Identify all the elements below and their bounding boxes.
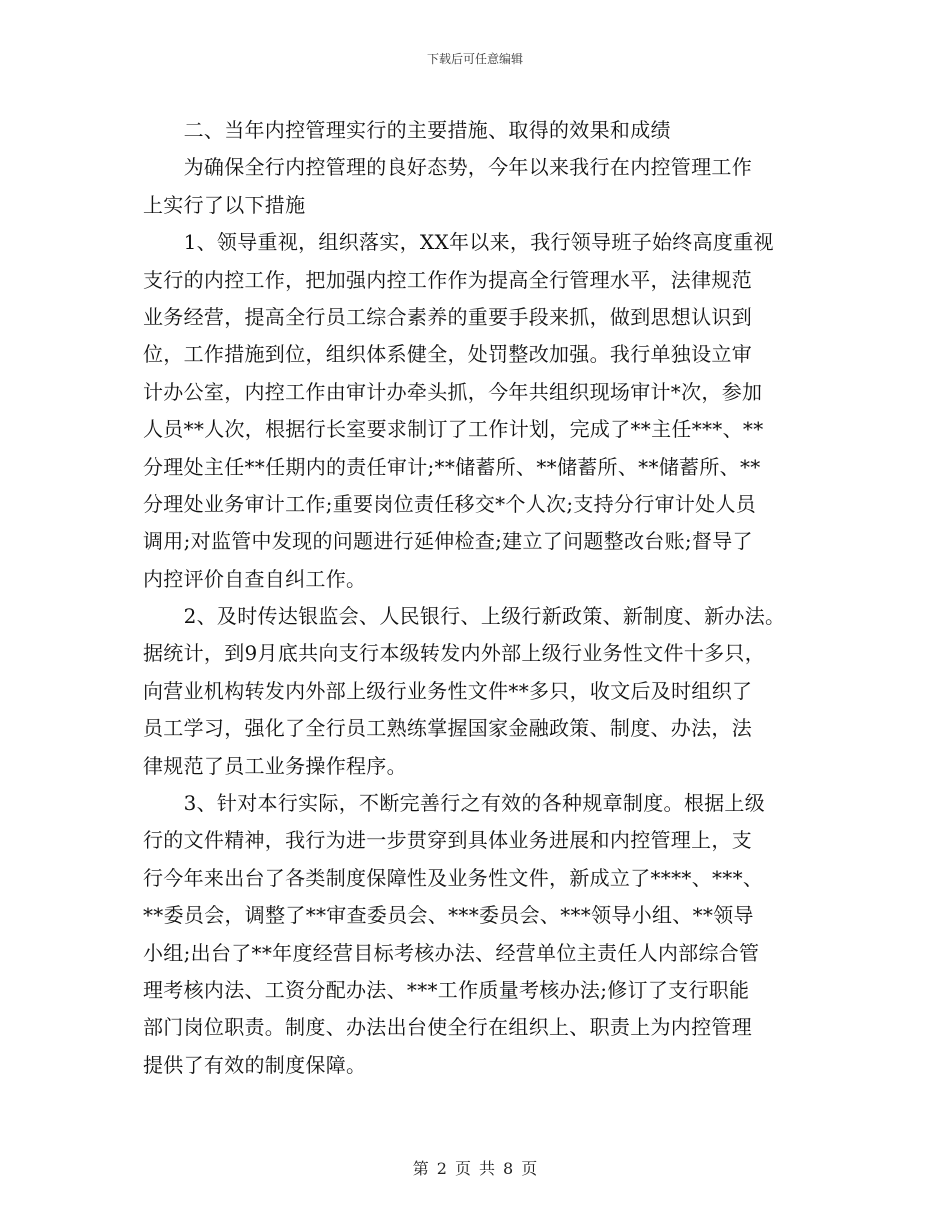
- text-line: 为确保全行内控管理的良好态势，今年以来我行在内控管理工作: [143, 155, 752, 180]
- text-line: 3、针对本行实际，不断完善行之有效的各种规章制度。根据上级: [143, 791, 766, 816]
- document-body: [143, 112, 823, 1084]
- page-footer: [0, 1156, 950, 1179]
- text-line: 据统计，到9月底共向支行本级转发内外部上级行业务性文件十多只，: [143, 641, 766, 666]
- text-line: 行的文件精神，我行为进一步贯穿到具体业务进展和内控管理上，支: [143, 828, 752, 853]
- text-line: 小组;出台了**年度经营目标考核办法、经营单位主责任人内部综合管: [143, 940, 760, 965]
- page-header: 下载后可任意编辑: [426, 52, 523, 66]
- text-line: 上实行了以下措施: [143, 192, 306, 217]
- text-line: 计办公室，内控工作由审计办牵头抓，今年共组织现场审计*次，参加: [143, 379, 763, 404]
- text-line: 人员**人次，根据行长室要求制订了工作计划，完成了**主任***、**: [143, 417, 764, 442]
- text-line: 业务经营，提高全行员工综合素养的重要手段来抓，做到思想认识到: [143, 304, 752, 329]
- page-number: 2: [436, 1159, 447, 1178]
- text-line: 提供了有效的制度保障。: [143, 1052, 367, 1077]
- text-line: 分理处业务审计工作;重要岗位责任移交*个人次;支持分行审计处人员: [143, 491, 757, 516]
- text-line: 向营业机构转发内外部上级行业务性文件**多只，收文后及时组织了: [143, 678, 753, 703]
- total-pages: 8: [503, 1159, 514, 1178]
- footer-total-word: 共: [479, 1159, 496, 1178]
- text-line: 分理处主任**任期内的责任审计;**储蓄所、**储蓄所、**储蓄所、**: [143, 454, 761, 479]
- section-heading: 二、当年内控管理实行的主要措施、取得的效果和成绩: [143, 118, 671, 142]
- text-line: 部门岗位职责。制度、办法出台使全行在组织上、职责上为内控管理: [143, 1015, 752, 1040]
- footer-suffix: 页: [521, 1159, 538, 1178]
- text-line: 理考核内法、工资分配办法、***工作质量考核办法;修订了支行职能: [143, 977, 750, 1002]
- text-line: 位，工作措施到位，组织体系健全，处罚整改加强。我行单独设立审: [143, 342, 752, 367]
- footer-prefix: 第: [412, 1159, 429, 1178]
- text-line: 调用;对监管中发现的问题进行延伸检查;建立了问题整改台账;督导了: [143, 529, 753, 554]
- text-line: **委员会，调整了**审查委员会、***委员会、***领导小组、**领导: [143, 903, 754, 928]
- text-line: 支行的内控工作，把加强内控工作作为提高全行管理水平，法律规范: [143, 267, 752, 292]
- text-line: 律规范了员工业务操作程序。: [143, 753, 407, 778]
- text-line: 1、领导重视，组织落实，XX年以来，我行领导班子始终高度重视: [143, 230, 774, 255]
- text-line: 行今年来出台了各类制度保障性及业务性文件，新成立了****、***、: [143, 865, 764, 890]
- text-line: 内控评价自查自纠工作。: [143, 566, 367, 591]
- text-line: 员工学习，强化了全行员工熟练掌握国家金融政策、制度、办法，法: [143, 716, 752, 741]
- text-line: 2、及时传达银监会、人民银行、上级行新政策、新制度、新办法。: [143, 604, 786, 629]
- footer-page-word: 页: [454, 1159, 471, 1178]
